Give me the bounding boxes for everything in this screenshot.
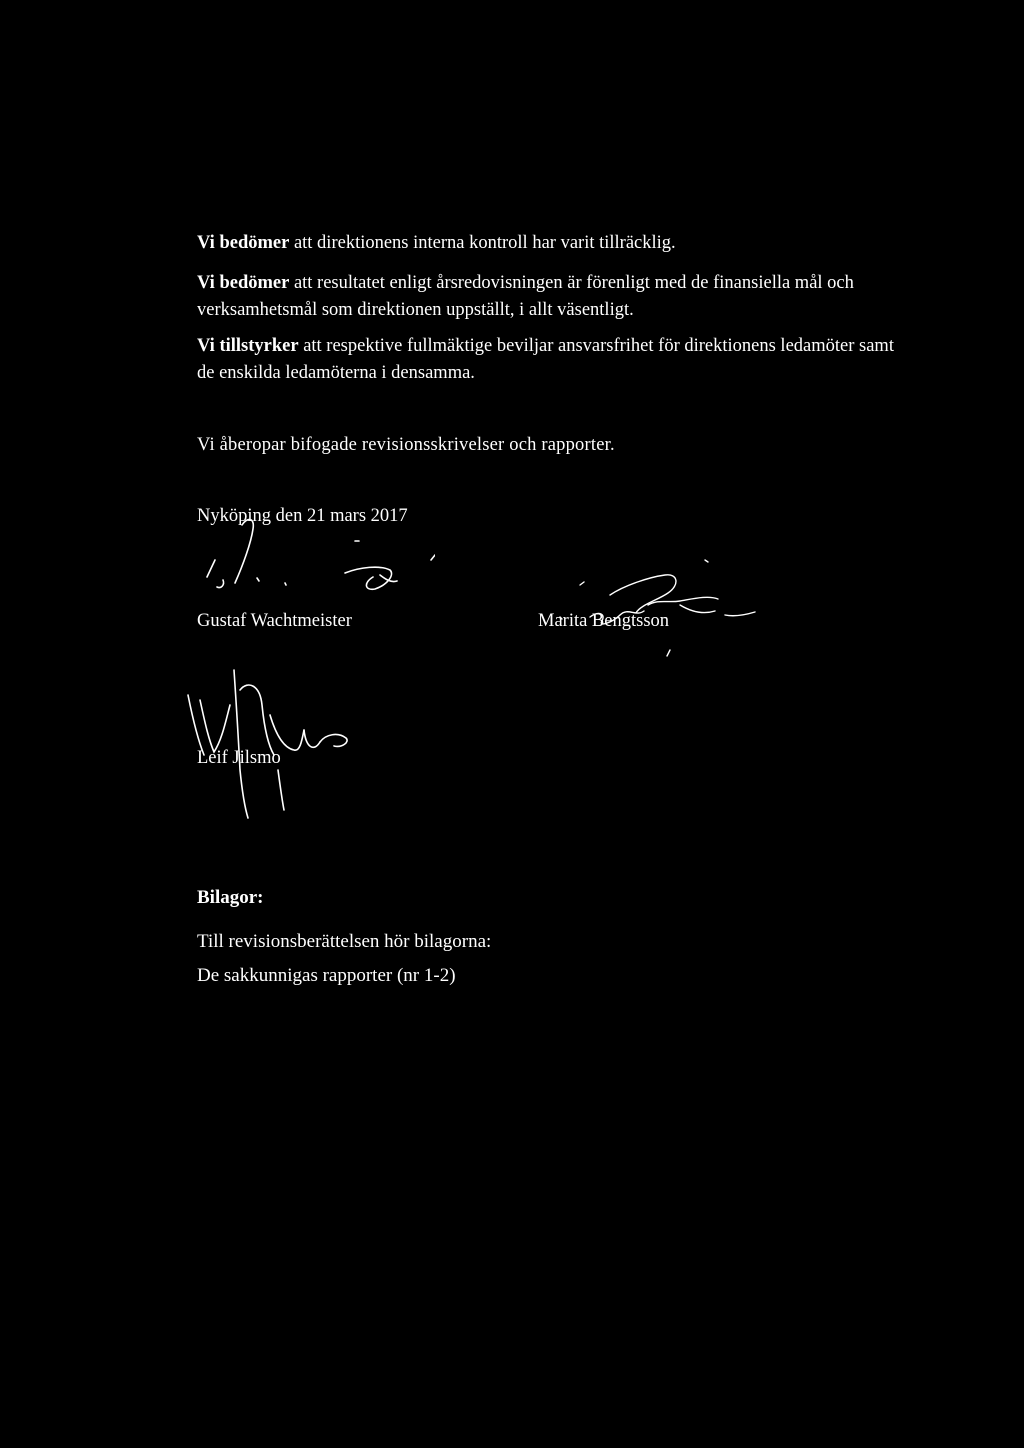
attachments-intro: Till revisionsberättelsen hör bilagorna:: [197, 931, 492, 952]
paragraph-lead: Vi bedömer: [197, 233, 290, 253]
signatory-name-gustaf: Gustaf Wachtmeister: [197, 611, 352, 631]
attachments-heading: Bilagor:: [197, 887, 264, 908]
reference-statement: Vi åberopar bifogade revisionsskrivelser och rapporter.: [197, 435, 615, 455]
paragraph-text: att direktionens interna kontroll har varit tillräcklig.: [289, 233, 676, 253]
paragraph-discharge-recommendation: [197, 333, 897, 387]
place-and-date: Nyköping den 21 mars 2017: [197, 506, 408, 526]
signature-leif: [178, 660, 358, 825]
signatory-name-marita: Marita Bengtsson: [538, 611, 670, 631]
paragraph-internal-control: [197, 230, 897, 257]
paragraph-result-assessment: [197, 270, 897, 324]
paragraph-text: att respektive fullmäktige beviljar ansvarsfrihet för direktionens ledamöter samt de enskilda ledamöterna i densamma.: [197, 336, 894, 383]
signature-gustaf: [195, 505, 435, 610]
paragraph-text: att resultatet enligt årsredovisningen är förenligt med de finansiella mål och verksamhetsmål som direktionen uppställt, i allt väsentligt.: [197, 273, 854, 320]
attachment-item: De sakkunnigas rapporter (nr 1-2): [197, 965, 456, 986]
signatory-name-leif: Leif Jilsmo: [197, 748, 281, 768]
paragraph-lead: Vi bedömer: [197, 273, 290, 293]
paragraph-lead: Vi tillstyrker: [197, 336, 299, 356]
